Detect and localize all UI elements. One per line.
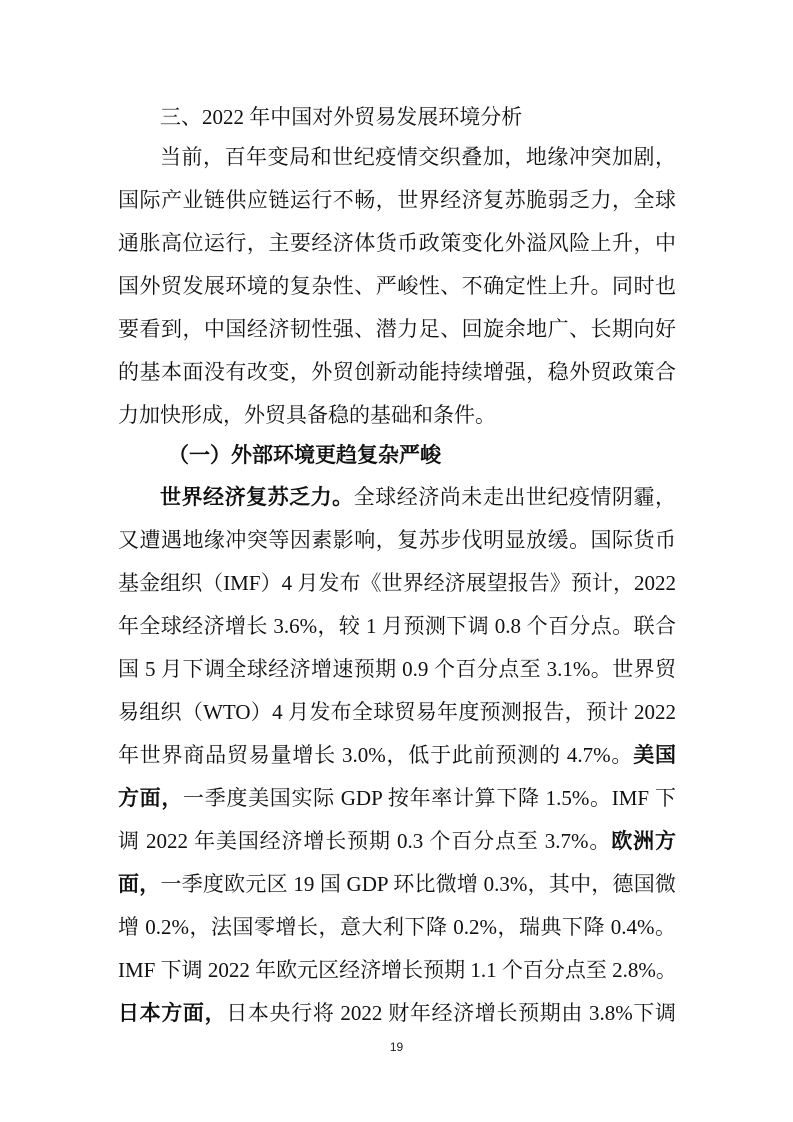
section-heading: 三、2022 年中国对外贸易发展环境分析 [160, 105, 523, 129]
body-text: 基金组织（IMF）4 月发布《世界经济展望报告》预计，2022 [118, 571, 676, 595]
body-text: 易组织（WTO）4 月发布全球贸易年度预测报告，预计 2022 [118, 700, 676, 724]
text-line [118, 185, 676, 215]
text-line [118, 826, 676, 856]
body-text: 一季度欧元区 19 国 GDP 环比微增 0.3%，其中，德国微 [160, 872, 676, 896]
bold-lead-text: 面， [118, 872, 161, 896]
body-text: 通胀高位运行，主要经济体货币政策变化外溢风险上升，中 [118, 231, 676, 255]
text-line [118, 998, 676, 1028]
bold-lead-text: 世界经济复苏乏力。 [160, 485, 354, 509]
page-number: 19 [389, 1040, 404, 1054]
body-text: 一季度美国实际 GDP 按年率计算下降 1.5%。IMF 下 [183, 786, 676, 810]
bold-lead-text: 方面， [118, 786, 184, 810]
text-line [118, 525, 676, 555]
text-line [118, 568, 676, 598]
subsection-heading: （一）外部环境更趋复杂严峻 [168, 443, 441, 467]
bold-lead-text: 欧洲方 [611, 829, 676, 853]
text-line [118, 314, 676, 344]
body-text: 增 0.2%，法国零增长，意大利下降 0.2%，瑞典下降 0.4%。 [118, 915, 676, 939]
text-line [118, 955, 676, 985]
body-text: 国 5 月下调全球经济增速预期 0.9 个百分点至 3.1%。世界贸 [118, 657, 676, 681]
text-line [160, 482, 676, 512]
body-text: 调 2022 年美国经济增长预期 0.3 个百分点至 3.7%。 [118, 829, 612, 853]
body-text: 力加快形成，外贸具备稳的基础和条件。 [118, 403, 496, 427]
text-line [118, 740, 676, 770]
body-text: 年世界商品贸易量增长 3.0%，低于此前预测的 4.7%。 [118, 743, 634, 767]
text-line [118, 697, 676, 727]
body-text: 国际产业链供应链运行不畅，世界经济复苏脆弱乏力，全球 [118, 188, 676, 212]
text-line [118, 783, 676, 813]
body-text: 年全球经济增长 3.6%，较 1 月预测下调 0.8 个百分点。联合 [118, 614, 676, 638]
text-line [118, 611, 676, 641]
bold-lead-text: 日本方面， [118, 1001, 227, 1025]
text-line [118, 654, 676, 684]
text-line [118, 357, 676, 387]
body-text: 的基本面没有改变，外贸创新动能持续增强，稳外贸政策合 [118, 360, 676, 384]
text-line [118, 869, 676, 899]
text-line [118, 400, 676, 430]
body-text: 日本央行将 2022 财年经济增长预期由 3.8%下调 [226, 1001, 676, 1025]
body-text: 当前，百年变局和世纪疫情交织叠加，地缘冲突加剧， [160, 145, 676, 169]
text-line [118, 912, 676, 942]
body-text: 要看到，中国经济韧性强、潜力足、回旋余地广、长期向好 [118, 317, 676, 341]
body-text: 国外贸发展环境的复杂性、严峻性、不确定性上升。同时也 [118, 274, 676, 298]
body-text: 又遭遇地缘冲突等因素影响，复苏步伐明显放缓。国际货币 [118, 528, 676, 552]
body-text: IMF 下调 2022 年欧元区经济增长预期 1.1 个百分点至 2.8%。 [118, 958, 677, 982]
text-line [160, 142, 676, 172]
body-text: 全球经济尚未走出世纪疫情阴霾， [353, 485, 677, 509]
text-line [118, 271, 676, 301]
text-line [118, 228, 676, 258]
bold-lead-text: 美国 [633, 743, 676, 767]
